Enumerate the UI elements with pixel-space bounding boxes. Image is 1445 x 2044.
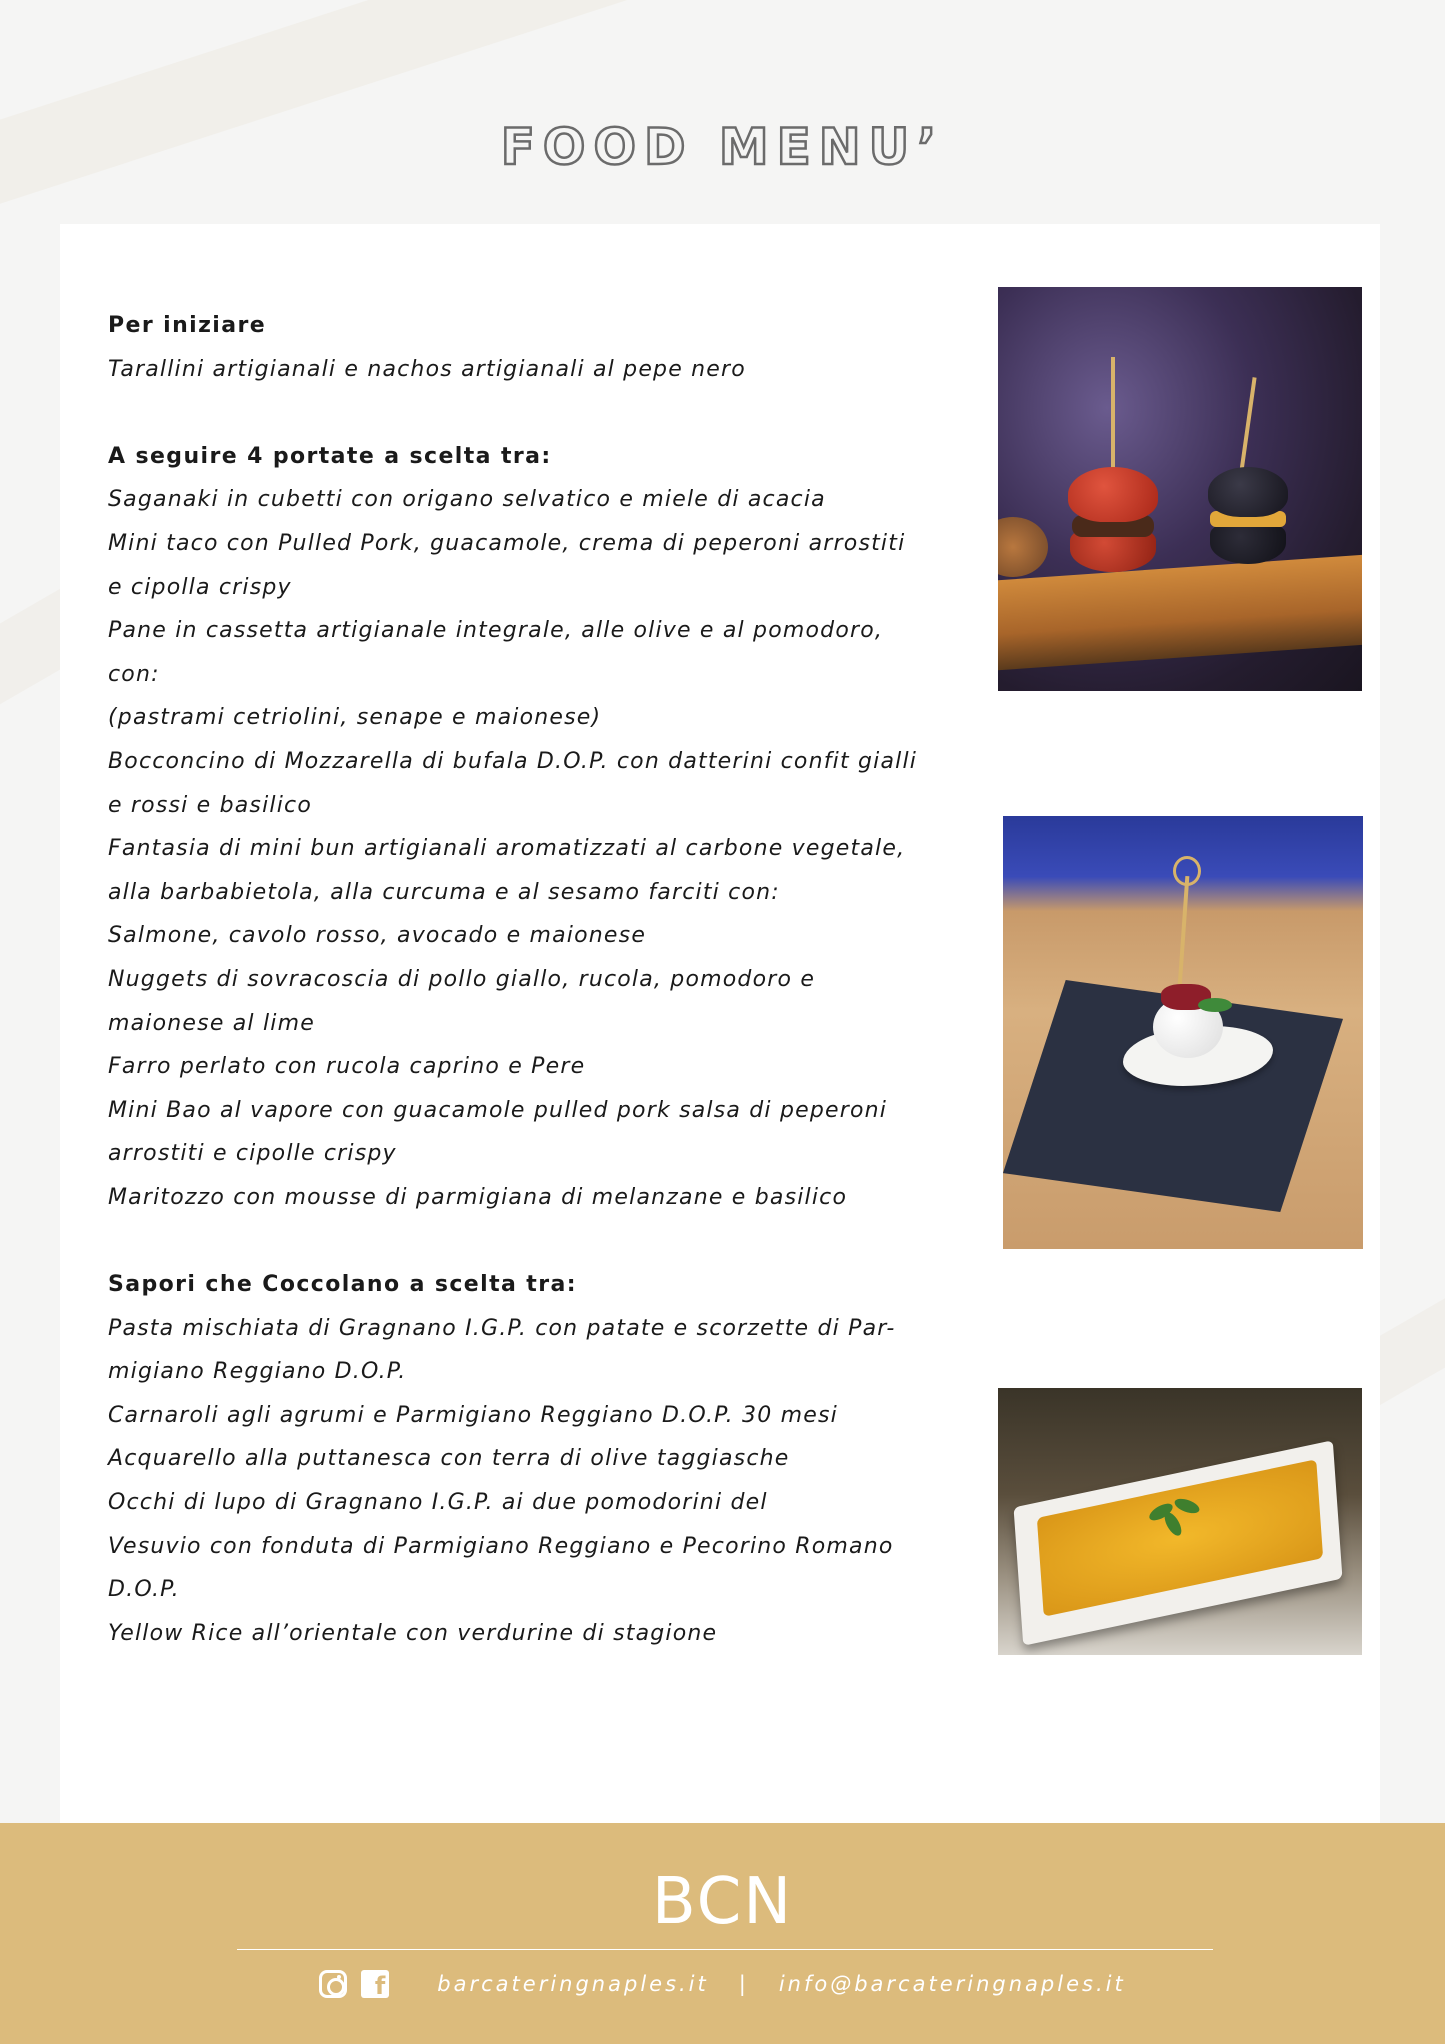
- menu-item: D.O.P.: [108, 1577, 180, 1603]
- menu-item: Carnaroli agli agrumi e Parmigiano Reggiano D.O.P. 30 mesi: [108, 1402, 838, 1428]
- footer-divider: [237, 1949, 1213, 1950]
- footer-separator: |: [738, 1972, 749, 1996]
- menu-item: con:: [108, 661, 160, 687]
- email-link[interactable]: info@barcateringnaples.it: [778, 1972, 1126, 1996]
- menu-item: (pastrami cetriolini, senape e maionese): [108, 705, 602, 731]
- menu-item: Maritozzo con mousse di parmigiana di melanzane e basilico: [108, 1184, 848, 1210]
- menu-item: alla barbabietola, alla curcuma e al sesamo farciti con:: [108, 879, 780, 905]
- basil-leaf: [1198, 998, 1232, 1012]
- spacer: [108, 391, 988, 435]
- photo-mozzarella-bite: [1003, 816, 1363, 1249]
- skewer: [1177, 876, 1190, 1001]
- skewer: [1239, 377, 1256, 472]
- photo-mini-burgers: [998, 287, 1362, 691]
- menu-list: [108, 304, 988, 1655]
- menu-item: migiano Reggiano D.O.P.: [108, 1359, 407, 1385]
- skewer-knot: [1173, 856, 1201, 886]
- bun: [1210, 522, 1286, 564]
- menu-section-heading: A seguire 4 portate a scelta tra:: [108, 443, 552, 469]
- menu-item: arrostiti e cipolle crispy: [108, 1141, 397, 1167]
- brand-logo: BCN: [651, 1865, 794, 1939]
- menu-item: Fantasia di mini bun artigianali aromatizzati al carbone vegetale,: [108, 836, 906, 862]
- menu-item: maionese al lime: [108, 1010, 315, 1036]
- wooden-board: [998, 553, 1362, 671]
- menu-section-heading: Per iniziare: [108, 313, 267, 338]
- menu-item: e cipolla crispy: [108, 574, 292, 600]
- instagram-icon[interactable]: [319, 1970, 347, 1998]
- menu-item: Saganaki in cubetti con origano selvatico e miele di acacia: [108, 487, 826, 513]
- menu-item: Mini Bao al vapore con guacamole pulled pork salsa di peperoni: [108, 1097, 888, 1123]
- footer-contacts: [0, 1970, 1445, 1998]
- bun: [1068, 467, 1158, 522]
- menu-item: Occhi di lupo di Gragnano I.G.P. ai due pomodorini del: [108, 1490, 768, 1516]
- menu-item: Yellow Rice all’orientale con verdurine di stagione: [108, 1620, 718, 1646]
- menu-section-heading: Sapori che Coccolano a scelta tra:: [108, 1272, 577, 1298]
- bun: [998, 517, 1048, 577]
- menu-item: Bocconcino di Mozzarella di bufala D.O.P. con datterini confit gialli: [108, 748, 918, 774]
- menu-item: Farro perlato con rucola caprino e Pere: [108, 1054, 586, 1080]
- menu-card: [60, 224, 1380, 1824]
- menu-item: Pane in cassetta artigianale integrale, alle olive e al pomodoro,: [108, 618, 884, 644]
- photo-yellow-rice: [998, 1388, 1362, 1655]
- skewer: [1111, 357, 1115, 472]
- menu-item: Vesuvio con fonduta di Parmigiano Reggiano e Pecorino Romano: [108, 1533, 894, 1559]
- facebook-icon[interactable]: f: [361, 1970, 389, 1998]
- page-title: FOOD MENU’: [500, 118, 945, 176]
- bun: [1208, 467, 1288, 517]
- footer: [0, 1823, 1445, 2044]
- menu-item: Pasta mischiata di Gragnano I.G.P. con patate e scorzette di Par-: [108, 1315, 896, 1341]
- spacer: [108, 1219, 988, 1263]
- menu-item: Tarallini artigianali e nachos artigianali al pepe nero: [108, 356, 746, 382]
- menu-item: e rossi e basilico: [108, 792, 312, 818]
- menu-item: Nuggets di sovracoscia di pollo giallo, rucola, pomodoro e: [108, 966, 816, 992]
- menu-item: Salmone, cavolo rosso, avocado e maionese: [108, 923, 647, 949]
- menu-item: Mini taco con Pulled Pork, guacamole, crema di peperoni arrostiti: [108, 530, 906, 556]
- menu-item: Acquarello alla puttanesca con terra di olive taggiasche: [108, 1446, 790, 1472]
- website-link[interactable]: barcateringnaples.it: [437, 1972, 709, 1996]
